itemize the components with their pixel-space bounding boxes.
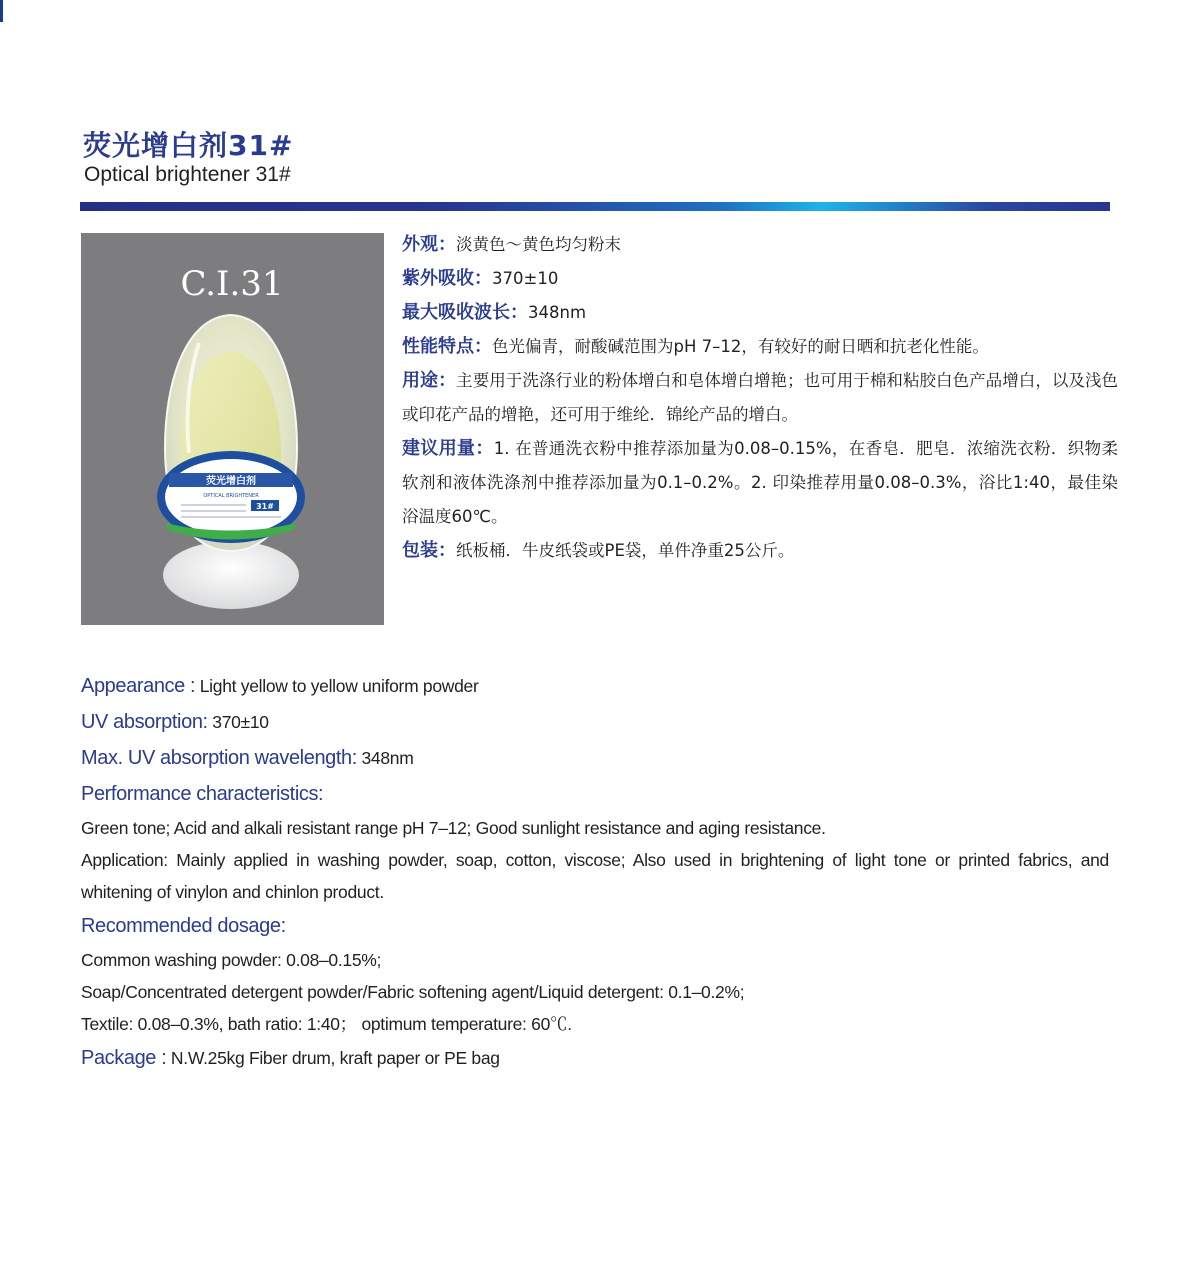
en-spec-list — [81, 668, 1109, 1076]
bag-label-cn: 荧光增白剂 — [206, 476, 256, 487]
product-photo — [81, 233, 384, 625]
product-title-en: Optical brightener 31# — [84, 163, 291, 186]
photo-label: C.I.31 — [180, 264, 284, 304]
cn-spec-list — [402, 228, 1118, 568]
cn-spec-key: 建议用量： — [402, 438, 494, 459]
en-spec-uv — [81, 704, 1109, 740]
cn-spec-key: 紫外吸收： — [402, 268, 492, 289]
cn-spec-value: 色光偏青，耐酸碱范围为pH 7–12，有较好的耐日晒和抗老化性能。 — [492, 337, 989, 356]
en-spec-performance-text: Green tone; Acid and alkali resistant range pH 7–12; Good sunlight resistance and aging resistance. — [81, 818, 826, 838]
en-spec-appearance — [81, 668, 1109, 704]
cn-spec-key: 最大吸收波长： — [402, 302, 528, 323]
cn-spec-value: 主要用于洗涤行业的粉体增白和皂体增白增艳；也可用于棉和粘胶白色产品增白，以及浅色或印花产品的增艳，还可用于维纶．锦纶产品的增白。 — [402, 371, 1119, 424]
en-spec-key: Appearance : — [81, 675, 196, 697]
en-spec-value: N.W.25kg Fiber drum, kraft paper or PE bag — [170, 1048, 500, 1068]
cn-spec-value: 纸板桶．牛皮纸袋或PE袋，单件净重25公斤。 — [456, 541, 795, 560]
cn-spec-uv — [402, 262, 1118, 296]
cn-spec-key: 用途： — [402, 370, 457, 391]
cn-spec-value: 370±10 — [492, 269, 559, 288]
corner-mark — [0, 0, 3, 22]
cn-spec-value: 淡黄色～黄色均匀粉末 — [456, 235, 621, 254]
en-spec-key: UV absorption: — [81, 711, 208, 733]
en-spec-dosage-heading — [81, 908, 1109, 944]
en-spec-value: 348nm — [361, 748, 414, 768]
cn-spec-value: 348nm — [528, 303, 587, 322]
en-spec-key: Max. UV absorption wavelength: — [81, 747, 357, 769]
en-spec-key: Recommended dosage: — [81, 915, 286, 937]
cn-spec-appearance — [402, 228, 1118, 262]
en-spec-max-wavelength — [81, 740, 1109, 776]
bag-grade: 31# — [256, 502, 274, 511]
en-spec-dosage-line: Soap/Concentrated detergent powder/Fabric softening agent/Liquid detergent: 0.1–0.2%; — [81, 982, 745, 1002]
cn-spec-key: 性能特点： — [402, 336, 492, 357]
bag-label-en: OPTICAL BRIGHTENER — [203, 493, 259, 499]
cn-spec-application — [402, 364, 1118, 432]
product-title-cn: 荧光增白剂31# — [83, 129, 294, 162]
title-divider — [80, 202, 1110, 211]
en-spec-key: Performance characteristics: — [81, 783, 324, 805]
cn-spec-key: 外观： — [402, 234, 456, 255]
en-spec-key: Package : — [81, 1047, 167, 1069]
en-spec-value: Light yellow to yellow uniform powder — [199, 676, 479, 696]
product-bag-label — [157, 451, 305, 543]
en-spec-performance-heading — [81, 776, 1109, 812]
cn-spec-value: 1. 在普通洗衣粉中推荐添加量为0.08–0.15%，在香皂．肥皂．浓缩洗衣粉．织物柔软剂和液体洗涤剂中推荐添加量为0.1–0.2%。2. 印染推荐用量0.08–0.3%，浴比1:40，最佳染浴温度60℃。 — [402, 439, 1118, 526]
cn-spec-max-wavelength — [402, 296, 1118, 330]
en-spec-dosage-line: Common washing powder: 0.08–0.15%; — [81, 950, 382, 970]
cn-spec-performance — [402, 330, 1118, 364]
en-spec-package — [81, 1040, 1109, 1076]
en-spec-value: 370±10 — [212, 712, 269, 732]
en-spec-dosage-line: Textile: 0.08–0.3%, bath ratio: 1:40； optimum temperature: 60℃. — [81, 1014, 572, 1034]
cn-spec-package — [402, 534, 1118, 568]
cn-spec-key: 包装： — [402, 540, 456, 561]
en-spec-application-text: Application: Mainly applied in washing powder, soap, cotton, viscose; Also used in brightening of light tone or printed fabrics, and whitening of vinylon and chinlon product. — [81, 850, 1109, 902]
cn-spec-dosage — [402, 432, 1118, 534]
